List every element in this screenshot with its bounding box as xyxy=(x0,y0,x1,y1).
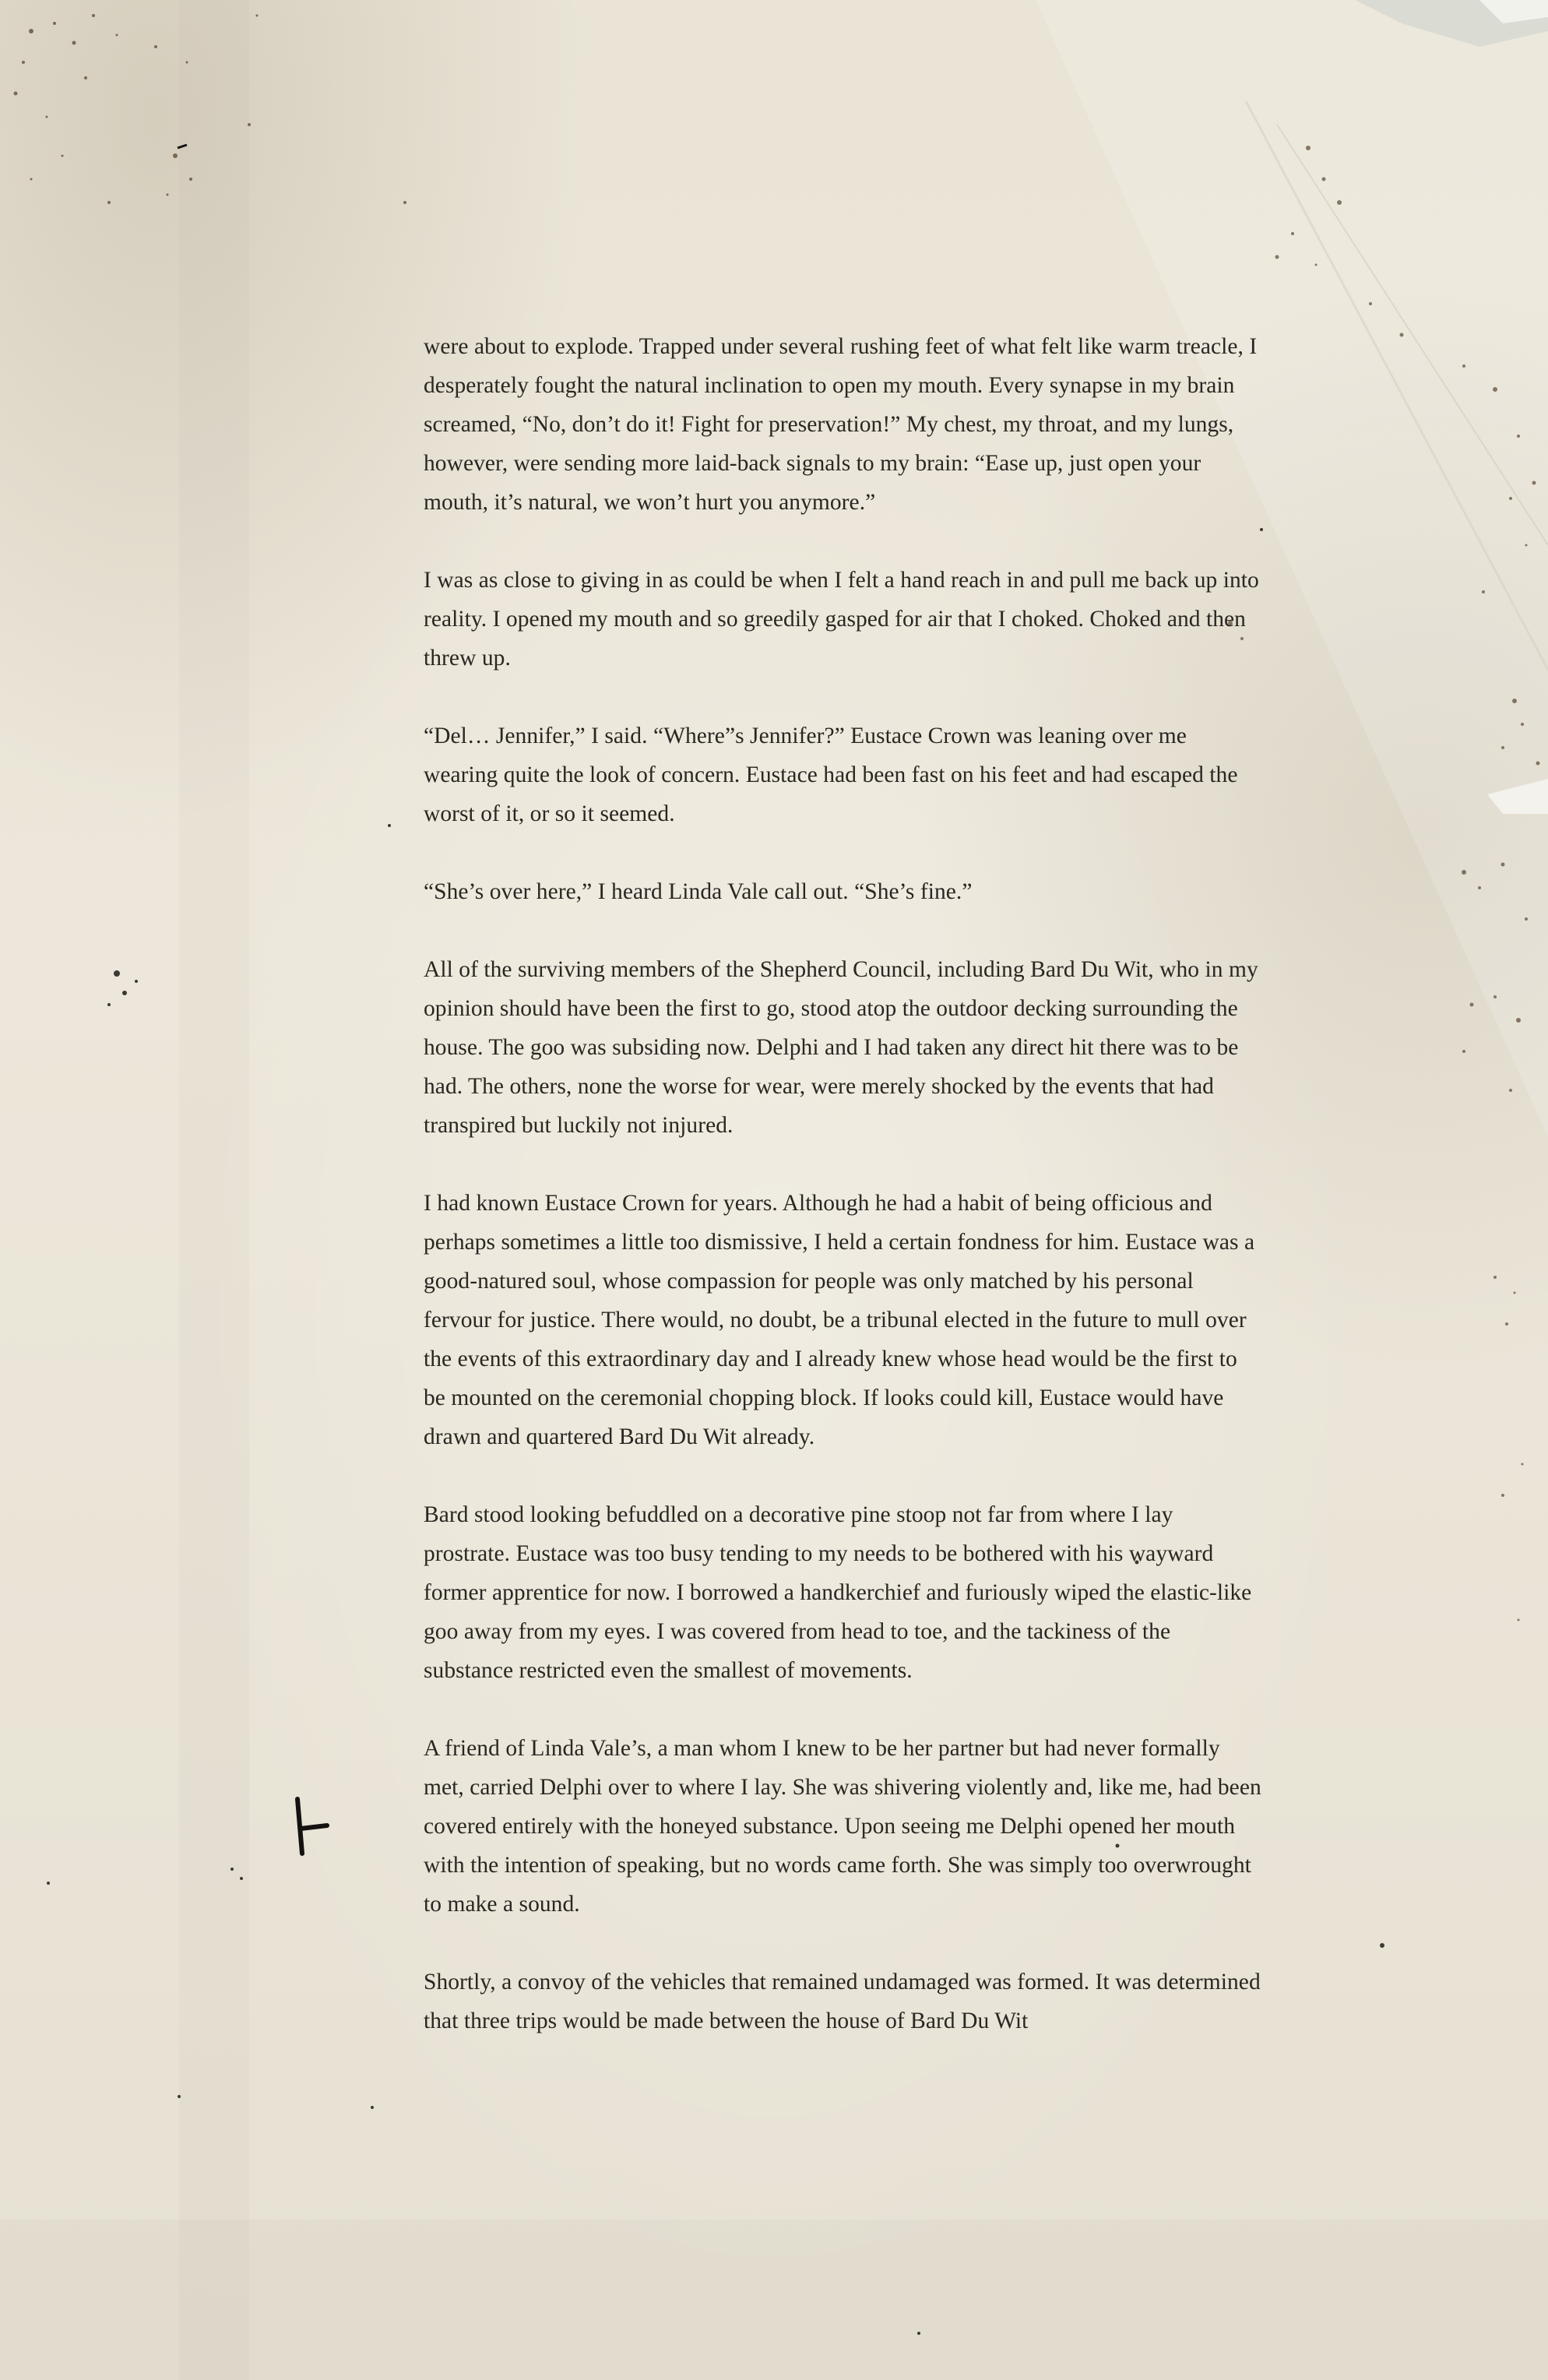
paragraph-5: All of the surviving members of the Shepherd Council, including Bard Du Wit, who in my opinion should have been the first to go, stood atop the outdoor decking surrounding the house. The goo was subsiding now. Delphi and I had taken any direct hit there was to be had. The others, none the worse for wear, were merely shocked by the events that had transpired but luckily not injured. xyxy=(424,957,1258,1138)
paragraph-6: I had known Eustace Crown for years. Although he had a habit of being officious and perhaps sometimes a little too dismissive, I held a certain fondness for him. Eustace was a good-natured soul, whose compassion for people was only matched by his personal fervour for justice. There would, no doubt, be a tribunal elected in the future to mull over the events of this extraordinary day and I already knew whose head would be the first to be mounted on the ceremonial chopping block. If looks could kill, Eustace would have drawn and quartered Bard Du Wit already. xyxy=(424,1191,1255,1449)
paragraph-9: Shortly, a convoy of the vehicles that remained undamaged was formed. It was determined that three trips would be made between the house of Bard Du Wit xyxy=(424,1970,1261,2033)
paragraph-4: “She’s over here,” I heard Linda Vale call out. “She’s fine.” xyxy=(424,879,973,904)
paragraph-3: “Del… Jennifer,” I said. “Where”s Jennifer?” Eustace Crown was leaning over me wearing quite the look of concern. Eustace had been fast on his feet and had escaped the worst of it, or so it seemed. xyxy=(424,724,1238,826)
paragraph-7: Bard stood looking befuddled on a decorative pine stoop not far from where I lay prostrate. Eustace was too busy tending to my needs to be bothered with his wayward former apprentice for now. I borrowed a handkerchief and furiously wiped the elastic-like goo away from my eyes. I was covered from head to toe, and the tackiness of the substance restricted even the smallest of movements. xyxy=(424,1502,1252,1683)
paragraph-8: A friend of Linda Vale’s, a man whom I knew to be her partner but had never formally met, carried Delphi over to where I lay. She was shivering violently and, like me, had been covered entirely with the honeyed substance. Upon seeing me Delphi opened her mouth with the intention of speaking, but no words came forth. She was simply too overwrought to make a sound. xyxy=(424,1736,1261,1917)
paragraph-1: were about to explode. Trapped under several rushing feet of what felt like warm treacle, I desperately fought the natural inclination to open my mouth. Every synapse in my brain screamed, “No, don’t do it! Fight for preservation!” My chest, my throat, and my lungs, however, were sending more laid-back signals to my brain: “Ease up, just open your mouth, it’s natural, we won’t hurt you anymore.” xyxy=(424,334,1258,515)
paragraph-2: I was as close to giving in as could be when I felt a hand reach in and pull me back up into reality. I opened my mouth and so greedily gasped for air that I choked. Choked and then threw up. xyxy=(424,568,1259,671)
book-page-text xyxy=(424,327,1265,2079)
